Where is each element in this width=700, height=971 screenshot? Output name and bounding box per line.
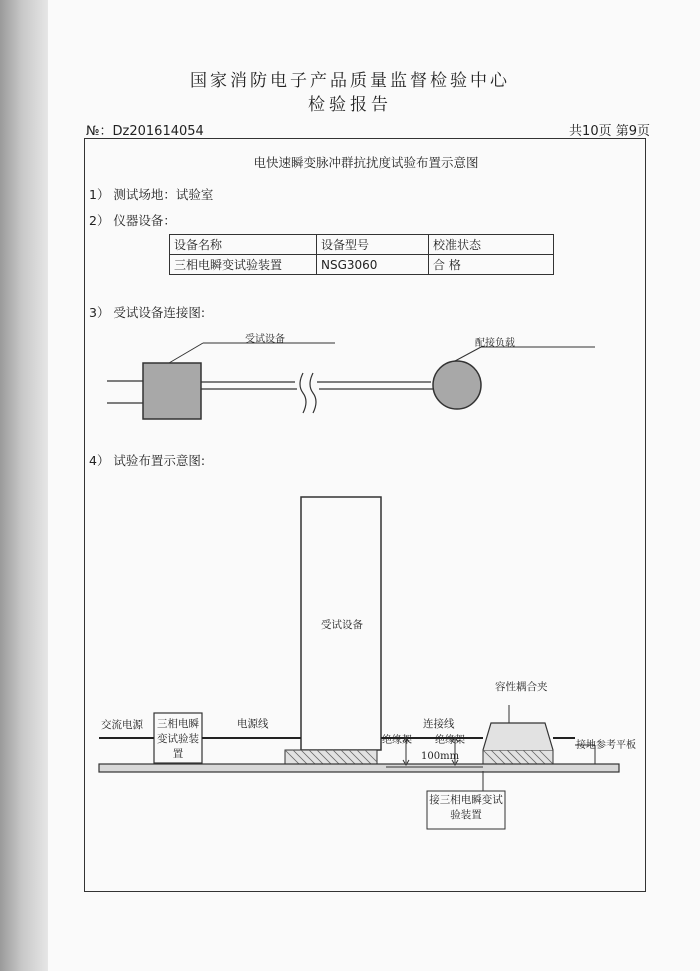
insulation-support-label-1: 绝缘架 xyxy=(382,735,412,746)
distance-label: 100mm xyxy=(421,751,460,762)
table-header: 设备型号 xyxy=(317,235,429,255)
power-line-label: 电源线 xyxy=(237,718,269,730)
table-header-row xyxy=(170,235,554,255)
load-label: 配接负载 xyxy=(475,338,515,349)
ac-power-label: 交流电源 xyxy=(101,719,143,731)
table-header: 设备名称 xyxy=(170,235,317,255)
item-instruments: 2） 仪器设备： xyxy=(89,213,176,228)
insulation-block-left xyxy=(285,750,377,764)
table-cell: 合 格 xyxy=(429,255,554,275)
eut-box xyxy=(143,363,201,419)
layout-diagram xyxy=(85,479,647,839)
item-layout-diagram: 4） 试验布置示意图: xyxy=(89,453,206,468)
equipment-table xyxy=(169,234,554,275)
table-header: 校准状态 xyxy=(429,235,554,255)
ground-reference-plane xyxy=(99,764,619,772)
eut-tower-label: 受试设备 xyxy=(321,619,363,631)
doc-title: 检验报告 xyxy=(308,95,392,115)
coupling-clamp xyxy=(483,723,553,750)
eut-label: 受试设备 xyxy=(245,334,285,345)
connection-line-label: 连接线 xyxy=(423,718,455,730)
insulation-support-label-2: 绝缘架 xyxy=(435,735,465,746)
binding-shadow xyxy=(0,0,48,971)
org-title: 国家消防电子产品质量监督检验中心 xyxy=(190,71,510,91)
connection-diagram xyxy=(85,319,647,429)
item-connection-diagram: 3） 受试设备连接图: xyxy=(89,305,206,320)
connect-generator-label: 接三相电瞬变试验装置 xyxy=(429,794,503,821)
break-symbol-left xyxy=(300,373,306,413)
load-circle xyxy=(433,361,481,409)
report-number: №：Dz201614054 xyxy=(86,124,204,139)
table-cell: 三相电瞬变试验装置 xyxy=(170,255,317,275)
page-info: 共10页 第9页 xyxy=(569,124,650,139)
content-title: 电快速瞬变脉冲群抗扰度试验布置示意图 xyxy=(253,155,479,170)
content-frame xyxy=(84,138,646,892)
coupling-clamp-label: 容性耦合夹 xyxy=(495,681,548,693)
generator-label: 三相电瞬变试验装置 xyxy=(157,718,199,760)
break-symbol-right xyxy=(310,373,316,413)
item-test-site: 1） 测试场地：试验室 xyxy=(89,187,214,202)
ground-plane-label: 接地参考平板 xyxy=(576,740,636,751)
table-cell: NSG3060 xyxy=(317,255,429,275)
table-row xyxy=(170,255,554,275)
